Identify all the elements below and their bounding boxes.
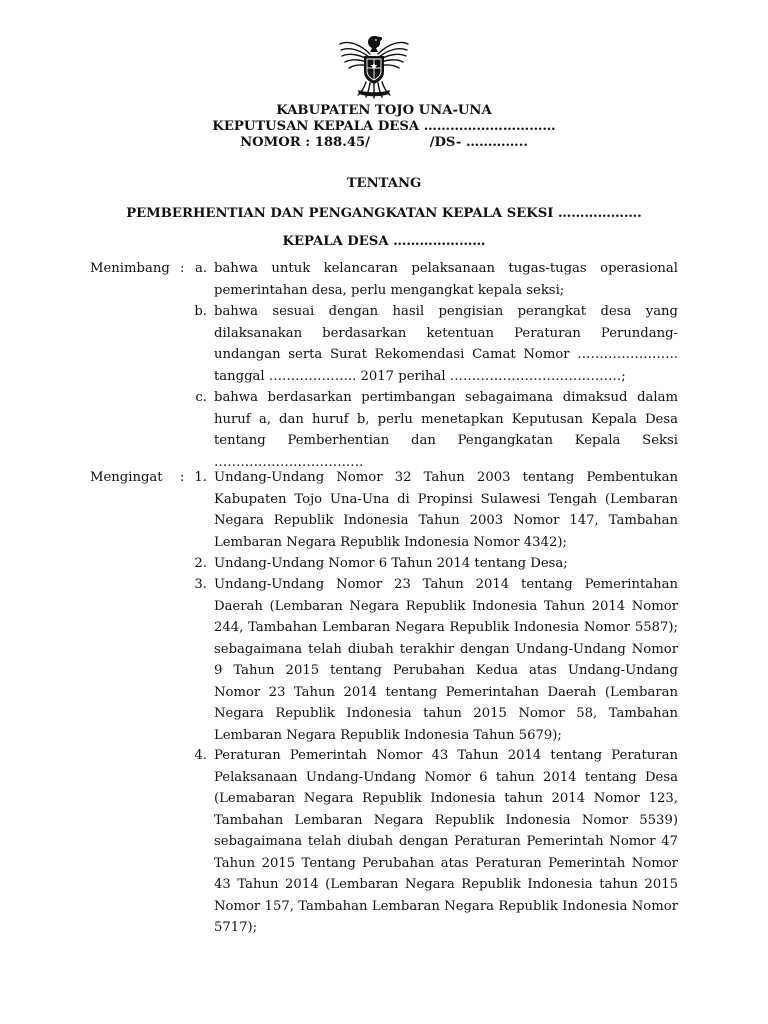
mengingat-item-4: Peraturan Pemerintah Nomor 43 Tahun 2014 tentang Peraturan Pelaksanaan Undang-Undang Nomor 6 tahun 2014 tentang Desa (Lemabaran Negara Republik Indonesia tahun 2014 Nomor 123, Tambahan Lembaran Negara Republik Indonesia Nomor 5539) sebagaimana telah diubah dengan Peraturan Pemerintah Nomor 47 Tahun 2015 Tentang Perubahan atas Peraturan Pemerintah Nomor 43 Tahun 2014 (Lembaran Negara Republik Indonesia tahun 2015 Nomor 157, Tambahan Lembaran Negara Republik Indonesia Nomor 5717); [214, 748, 678, 935]
menimbang-marker-b: b. [194, 304, 207, 319]
mengingat-marker-4: 4. [194, 748, 207, 763]
decree-subject: PEMBERHENTIAN DAN PENGANGKATAN KEPALA SEKSI ………………. [126, 206, 642, 221]
mengingat-marker-1: 1. [194, 470, 207, 485]
mengingat-label: Mengingat [90, 470, 163, 485]
menimbang-marker-a: a. [194, 261, 207, 276]
mengingat-item-1: Undang-Undang Nomor 32 Tahun 2003 tentang Pembentukan Kabupaten Tojo Una-Una di Propinsi Sulawesi Tengah (Lembaran Negara Republik Indonesia Tahun 2003 Nomor 147, Tambahan Lembaran Negara Republik Indonesia Nomor 4342); [214, 470, 678, 550]
regency-title: KABUPATEN TOJO UNA-UNA [276, 103, 492, 118]
menimbang-label: Menimbang [90, 261, 170, 276]
menimbang-colon: : [180, 261, 185, 276]
menimbang-marker-c: c. [195, 390, 207, 405]
garuda-emblem-icon [336, 30, 412, 100]
decree-number: NOMOR : 188.45/ /DS- ………….. [240, 135, 528, 150]
mengingat-marker-3: 3. [194, 577, 207, 592]
menimbang-item-a: bahwa untuk kelancaran pelaksanaan tugas-tugas operasional pemerintahan desa, perlu mengangkat kepala seksi; [214, 261, 678, 298]
decree-title: KEPUTUSAN KEPALA DESA ………………………… [212, 119, 556, 134]
mengingat-item-3: Undang-Undang Nomor 23 Tahun 2014 tentang Pemerintahan Daerah (Lembaran Negara Republik Indonesia Tahun 2014 Nomor 244, Tambahan Lembaran Negara Republik Indonesia Nomor 5587); sebagaimana telah diubah terakhir dengan Undang-Undang Nomor 9 Tahun 2015 tentang Perubahan Kedua atas Undang-Undang Nomor 23 Tahun 2014 tentang Pemerintahan Daerah (Lembaran Negara Republik Indonesia tahun 2015 Nomor 58, Tambahan Lembaran Negara Republik Indonesia Tahun 5679); [214, 577, 678, 743]
mengingat-item-2: Undang-Undang Nomor 6 Tahun 2014 tentang Desa; [214, 556, 568, 571]
mengingat-marker-2: 2. [194, 556, 207, 571]
about-heading: TENTANG [346, 176, 422, 191]
menimbang-item-b: bahwa sesuai dengan hasil pengisian perangkat desa yang dilaksanakan berdasarkan ketentuan Peraturan Perundang-undangan serta Surat Rekomendasi Camat Nomor ………………….. tanggal ……………….. 2017 perihal …………………………………; [214, 304, 678, 384]
menimbang-item-c: bahwa berdasarkan pertimbangan sebagaimana dimaksud dalam huruf a, dan huruf b, perlu menetapkan Keputusan Kepala Desa tentang Pemberhentian dan Pengangkatan Kepala Seksi ……………………………. [214, 390, 678, 470]
official-title: KEPALA DESA ………………… [282, 234, 486, 249]
mengingat-colon: : [180, 470, 185, 485]
